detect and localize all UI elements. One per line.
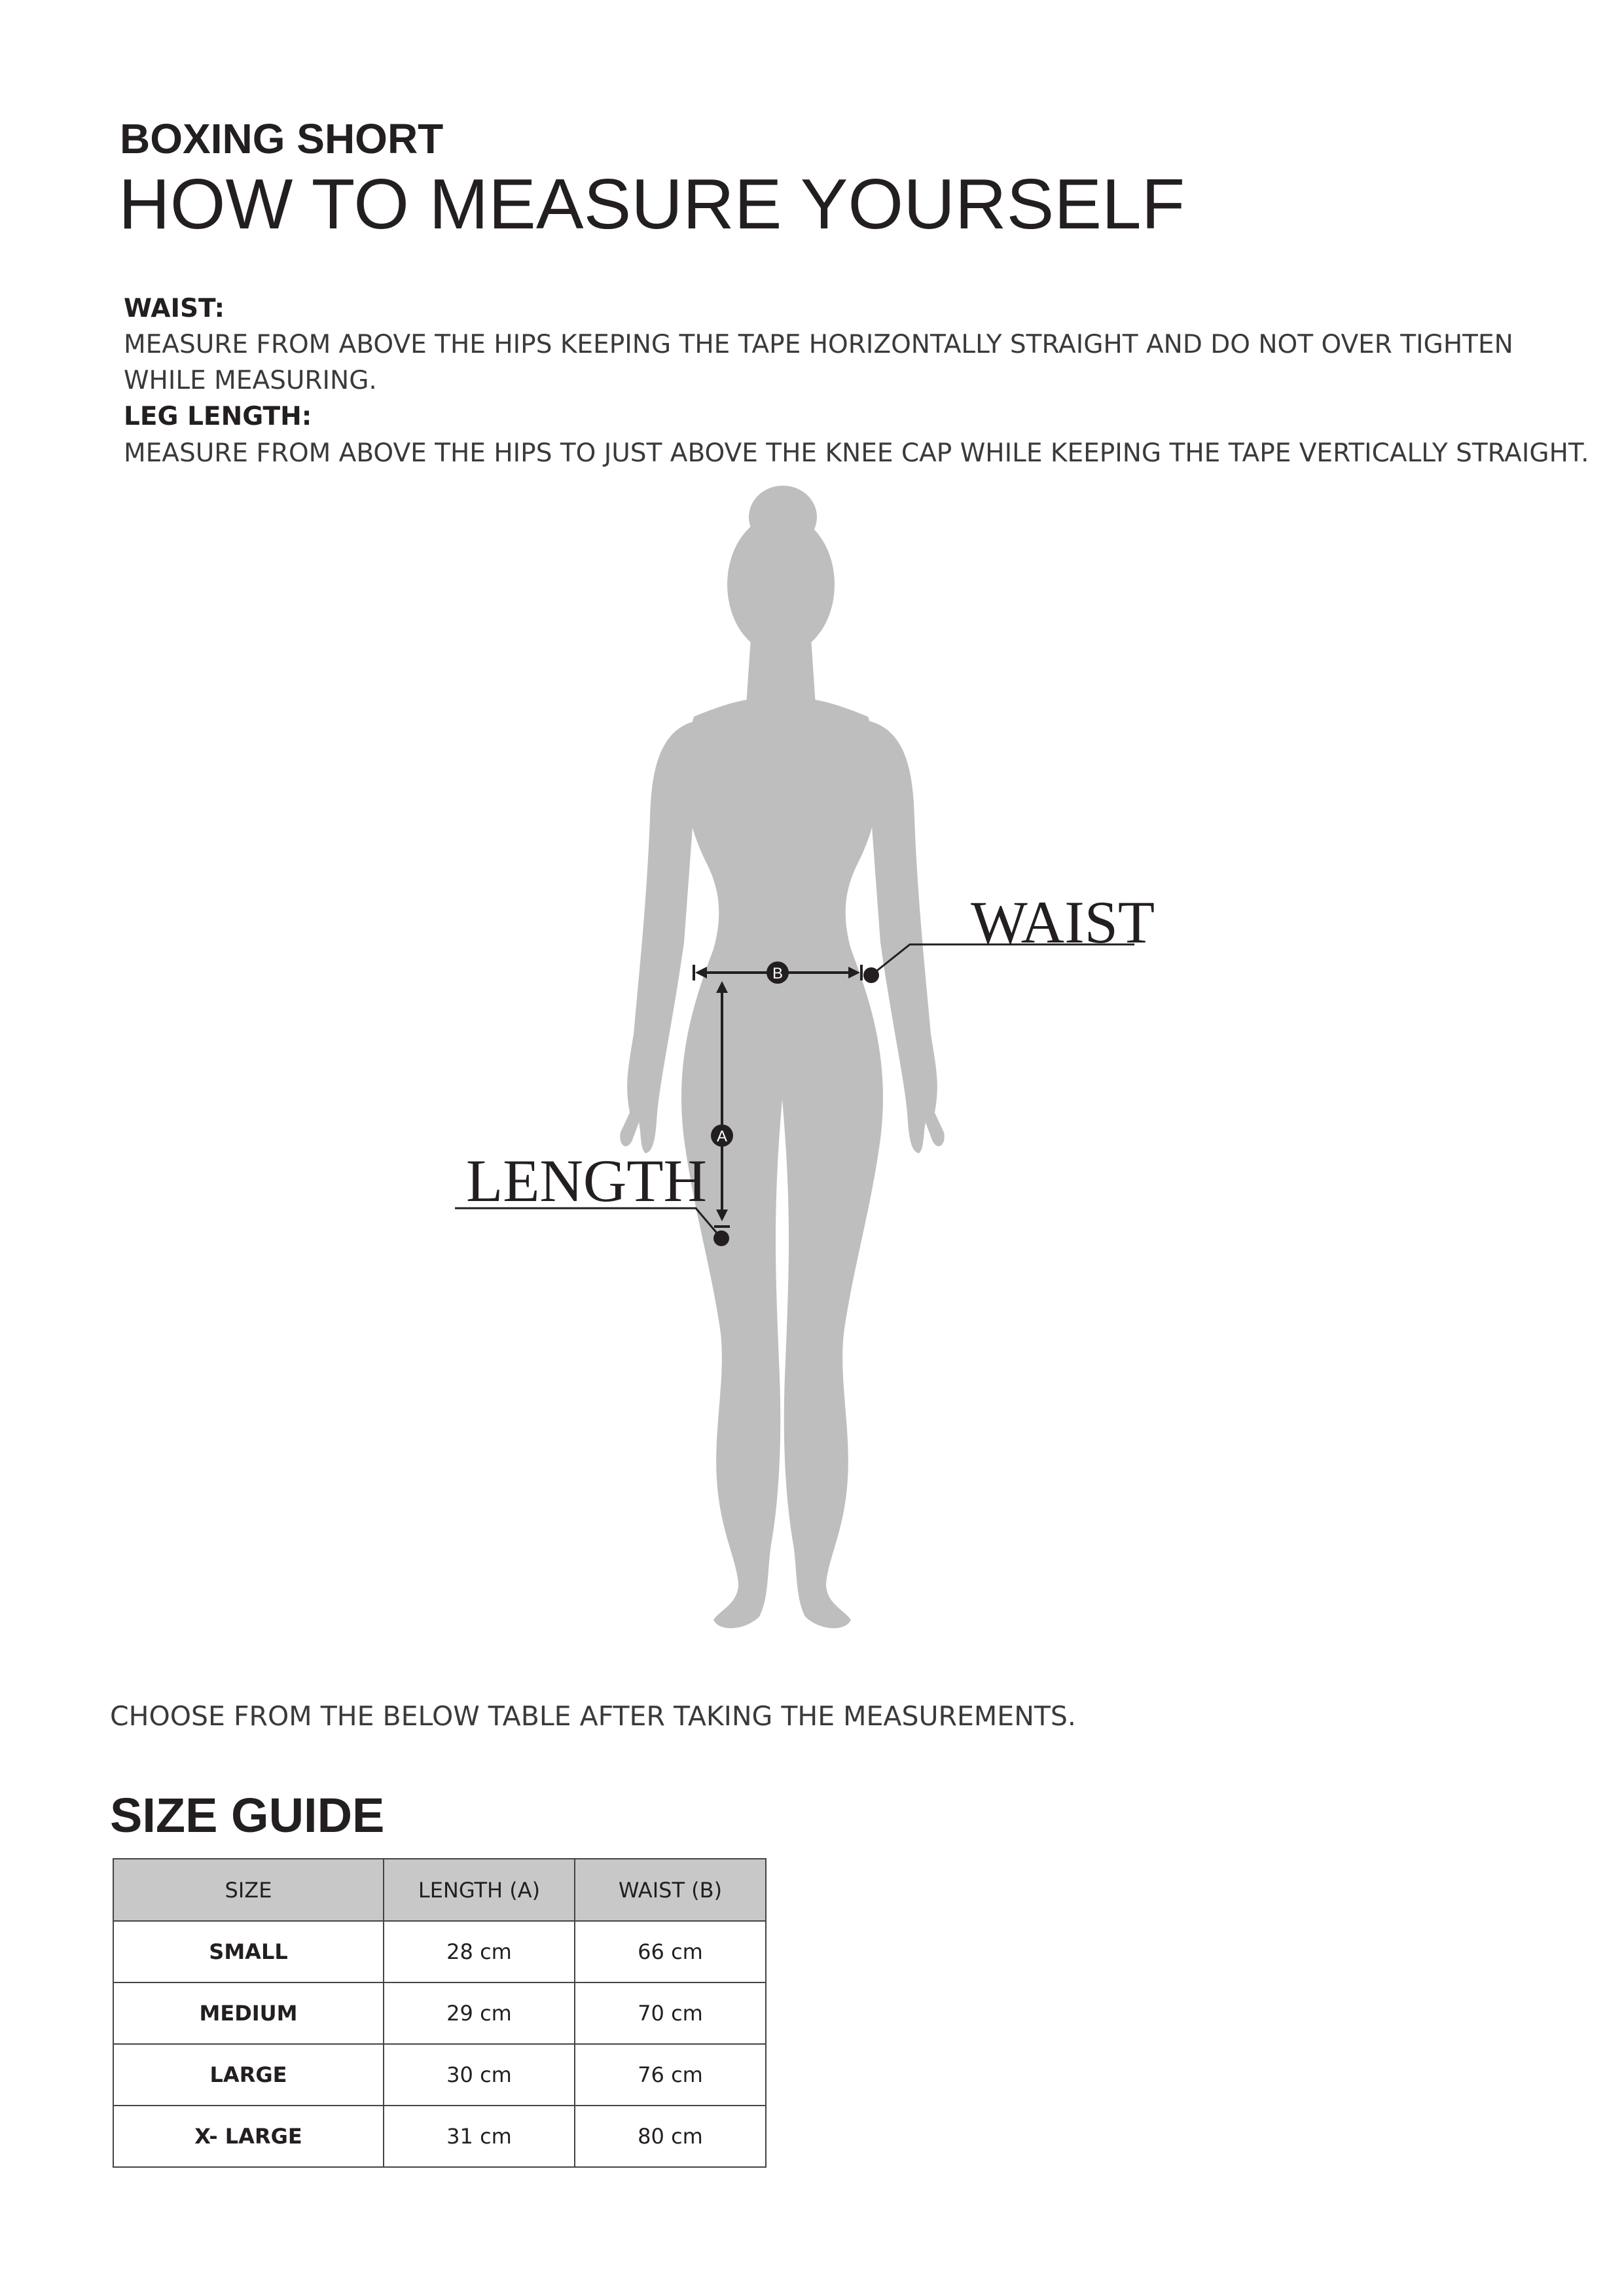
waist-cell: 80 cm [575, 2106, 766, 2167]
product-subtitle: BOXING SHORT [120, 115, 444, 162]
marker-a-label: A [716, 1128, 728, 1145]
size-cell: MEDIUM [113, 1982, 384, 2044]
size-guide-title: SIZE GUIDE [110, 1788, 385, 1842]
table-row [113, 1982, 766, 2044]
marker-b-label: B [772, 965, 784, 982]
size-guide-table [113, 1858, 767, 2168]
waist-instruction-text-line2: WHILE MEASURING. [124, 366, 377, 395]
column-header-size: SIZE [113, 1859, 384, 1921]
waist-callout-label: WAIST [971, 889, 1155, 956]
size-cell: X- LARGE [113, 2106, 384, 2167]
length-cell: 30 cm [384, 2044, 575, 2106]
column-header-length: LENGTH (A) [384, 1859, 575, 1921]
table-row [113, 1921, 766, 1982]
column-header-waist: WAIST (B) [575, 1859, 766, 1921]
choose-instruction: CHOOSE FROM THE BELOW TABLE AFTER TAKING THE MEASUREMENTS. [110, 1700, 1076, 1732]
leg-length-instruction-label: LEG LENGTH: [124, 402, 312, 431]
length-cell: 31 cm [384, 2106, 575, 2167]
page-title: HOW TO MEASURE YOURSELF [118, 164, 1185, 244]
leg-length-instruction-text: MEASURE FROM ABOVE THE HIPS TO JUST ABOVE THE KNEE CAP WHILE KEEPING THE TAPE VERTICALLY STRAIGHT. [124, 439, 1589, 468]
size-cell: SMALL [113, 1921, 384, 1982]
waist-instruction-label: WAIST: [124, 294, 225, 323]
waist-instruction-text-line1: MEASURE FROM ABOVE THE HIPS KEEPING THE TAPE HORIZONTALLY STRAIGHT AND DO NOT OVER TIGHTEN [124, 330, 1513, 359]
waist-cell: 70 cm [575, 1982, 766, 2044]
body-silhouette [620, 486, 944, 1628]
table-header-row [113, 1859, 766, 1921]
length-callout-label: LENGTH [466, 1147, 707, 1214]
size-cell: LARGE [113, 2044, 384, 2106]
length-cell: 29 cm [384, 1982, 575, 2044]
length-cell: 28 cm [384, 1921, 575, 1982]
waist-cell: 76 cm [575, 2044, 766, 2106]
waist-cell: 66 cm [575, 1921, 766, 1982]
table-row [113, 2106, 766, 2167]
table-row [113, 2044, 766, 2106]
